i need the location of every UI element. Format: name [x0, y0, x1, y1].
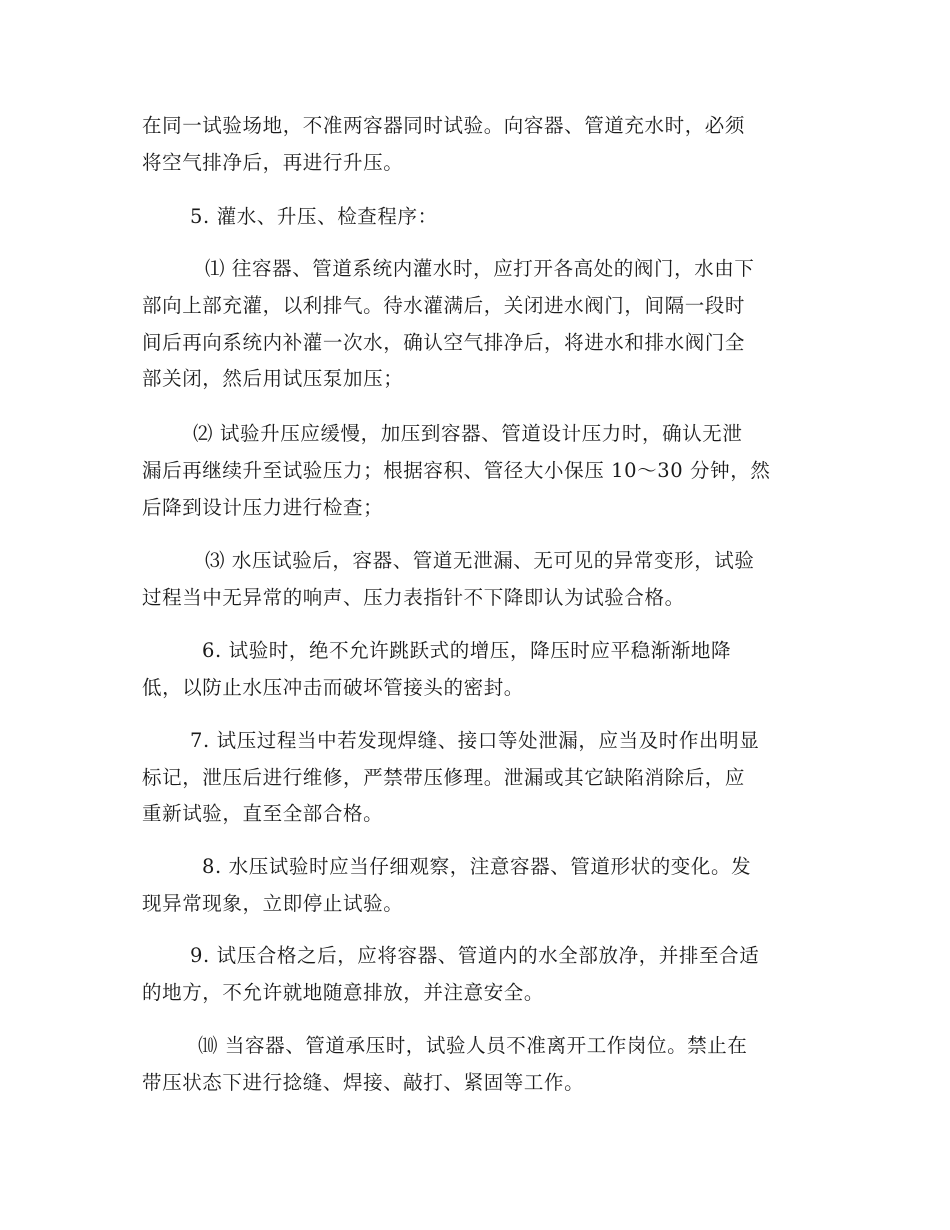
paragraph-line: 过程当中无异常的响声、压力表指针不下降即认为试验合格。: [142, 586, 685, 609]
paragraph-line: ⑽ 当容器、管道承压时，试验人员不准离开工作岗位。禁止在: [198, 1034, 748, 1057]
paragraph-line: 6. 试验时，绝不允许跳跃式的增压，降压时应平稳渐渐地降: [202, 639, 732, 662]
paragraph-line: 标记，泄压后进行维修，严禁带压修理。泄漏或其它缺陷消除后，应: [142, 766, 746, 789]
paragraph-line: 现异常现象，立即停止试验。: [142, 892, 404, 915]
paragraph-line: ⑵ 试验升压应缓慢，加压到容器、管道设计压力时，确认无泄: [193, 422, 743, 445]
section-heading: 5. 灌水、升压、检查程序：: [190, 205, 438, 228]
paragraph-line: 后降到设计压力进行检查；: [142, 496, 384, 519]
paragraph-line: 部关闭，然后用试压泵加压；: [142, 367, 404, 390]
paragraph-line: ⑴ 往容器、管道系统内灌水时，应打开各高处的阀门，水由下: [205, 257, 755, 280]
paragraph-line: 8. 水压试验时应当仔细观察，注意容器、管道形状的变化。发: [202, 855, 752, 878]
paragraph-line: 重新试验，直至全部合格。: [142, 802, 384, 825]
paragraph-line: 漏后再继续升至试验压力；根据容积、管径大小保压 10～30 分钟，然: [142, 459, 771, 482]
paragraph-line: ⑶ 水压试验后，容器、管道无泄漏、无可见的异常变形，试验: [205, 549, 755, 572]
paragraph-line: 部向上部充灌，以利排气。待水灌满后，关闭进水阀门，间隔一段时: [142, 294, 746, 317]
paragraph-line: 的地方，不允许就地随意排放，并注意安全。: [142, 981, 545, 1004]
paragraph-line: 9. 试压合格之后，应将容器、管道内的水全部放净，并排至合适: [190, 944, 760, 967]
paragraph-line: 将空气排净后，再进行升压。: [142, 151, 404, 174]
paragraph-line: 带压状态下进行捻缝、焊接、敲打、紧固等工作。: [142, 1071, 585, 1094]
paragraph-line: 7. 试压过程当中若发现焊缝、接口等处泄漏，应当及时作出明显: [190, 729, 760, 752]
paragraph-line: 间后再向系统内补灌一次水，确认空气排净后，将进水和排水阀门全: [142, 331, 746, 354]
paragraph-line: 低，以防止水压冲击而破坏管接头的密封。: [142, 676, 524, 699]
paragraph-line: 在同一试验场地，不准两容器同时试验。向容器、管道充水时，必须: [142, 114, 746, 137]
